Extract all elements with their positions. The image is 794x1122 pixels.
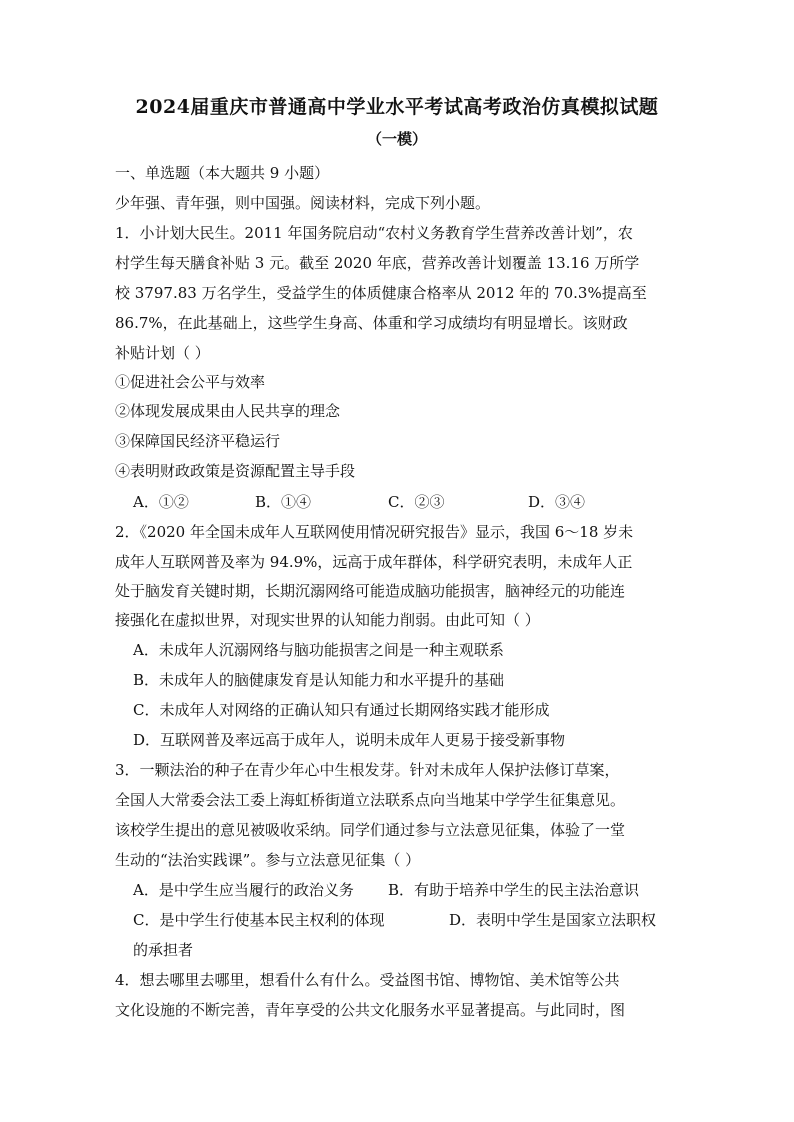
q1-option-c[interactable]: C．②③ bbox=[388, 493, 445, 511]
q1-options bbox=[133, 492, 693, 512]
q2-stem-line: 成年人互联网普及率为 94.9%，远高于成年群体，科学研究表明，未成年人正 bbox=[115, 553, 633, 571]
q1-stem-line: 86.7%，在此基础上，这些学生身高、体重和学习成绩均有明显增长。该财政 bbox=[115, 314, 628, 332]
q1-stem-line: 村学生每天膳食补贴 3 元。截至 2020 年底，营养改善计划覆盖 13.16 万所学 bbox=[115, 254, 640, 272]
q2-stem-line: 接强化在虚拟世界，对现实世界的认知能力削弱。由此可知（ ） bbox=[115, 611, 540, 629]
intro-text: 少年强、青年强，则中国强。阅读材料，完成下列小题。 bbox=[115, 194, 491, 212]
q3-option-d[interactable]: D．表明中学生是国家立法职权 bbox=[449, 911, 657, 929]
q4-stem-line: 文化设施的不断完善，青年享受的公共文化服务水平显著提高。与此同时，图 bbox=[115, 1001, 626, 1019]
q3-option-a[interactable]: A．是中学生应当履行的政治义务 bbox=[133, 881, 354, 899]
q3-option-b[interactable]: B．有助于培养中学生的民主法治意识 bbox=[388, 881, 640, 899]
q2-option-c[interactable]: C．未成年人对网络的正确认知只有通过长期网络实践才能形成 bbox=[133, 701, 550, 719]
q1-item: ③保障国民经济平稳运行 bbox=[115, 432, 281, 450]
section-heading: 一、单选题（本大题共 9 小题） bbox=[115, 164, 330, 182]
q3-options-row1 bbox=[133, 880, 693, 900]
q2-stem-line: 2．《2020 年全国未成年人互联网使用情况研究报告》显示，我国 6～18 岁未 bbox=[115, 523, 634, 541]
q3-stem-line: 3．一颗法治的种子在青少年心中生根发芽。针对未成年人保护法修订草案， bbox=[115, 761, 620, 779]
q3-stem-line: 全国人大常委会法工委上海虹桥街道立法联系点向当地某中学学生征集意见。 bbox=[115, 791, 626, 809]
q1-option-d[interactable]: D．③④ bbox=[528, 493, 586, 511]
q3-option-c[interactable]: C．是中学生行使基本民主权利的体现 bbox=[133, 911, 385, 929]
page-title: 2024届重庆市普通高中学业水平考试高考政治仿真模拟试题 bbox=[135, 96, 659, 118]
q3-stem-line: 生动的“法治实践课”。参与立法意见征集（ ） bbox=[115, 851, 421, 869]
q3-stem-line: 该校学生提出的意见被吸收采纳。同学们通过参与立法意见征集，体验了一堂 bbox=[115, 821, 626, 839]
q1-item: ④表明财政政策是资源配置主导手段 bbox=[115, 462, 356, 480]
q3-option-d-continued: 的承担者 bbox=[133, 941, 194, 959]
q4-stem-line: 4．想去哪里去哪里，想看什么有什么。受益图书馆、博物馆、美术馆等公共 bbox=[115, 971, 620, 989]
q3-options-row2 bbox=[133, 910, 693, 930]
q1-item: ②体现发展成果由人民共享的理念 bbox=[115, 402, 341, 420]
q1-option-a[interactable]: A．①② bbox=[133, 493, 189, 511]
q1-item: ①促进社会公平与效率 bbox=[115, 373, 266, 391]
q1-stem-line: 1．小计划大民生。2011 年国务院启动“农村义务教育学生营养改善计划”，农 bbox=[115, 224, 633, 242]
q2-stem-line: 处于脑发育关键时期，长期沉溺网络可能造成脑功能损害，脑神经元的功能连 bbox=[115, 582, 626, 600]
page-subtitle: （一模） bbox=[366, 130, 427, 148]
q1-option-b[interactable]: B．①④ bbox=[255, 493, 312, 511]
q2-option-b[interactable]: B．未成年人的脑健康发育是认知能力和水平提升的基础 bbox=[133, 671, 505, 689]
q2-option-d[interactable]: D．互联网普及率远高于成年人，说明未成年人更易于接受新事物 bbox=[133, 731, 566, 749]
q1-stem-line: 校 3797.83 万名学生，受益学生的体质健康合格率从 2012 年的 70.3%提高至 bbox=[115, 284, 647, 302]
q1-stem-line: 补贴计划（ ） bbox=[115, 344, 210, 362]
q2-option-a[interactable]: A．未成年人沉溺网络与脑功能损害之间是一种主观联系 bbox=[133, 641, 504, 659]
